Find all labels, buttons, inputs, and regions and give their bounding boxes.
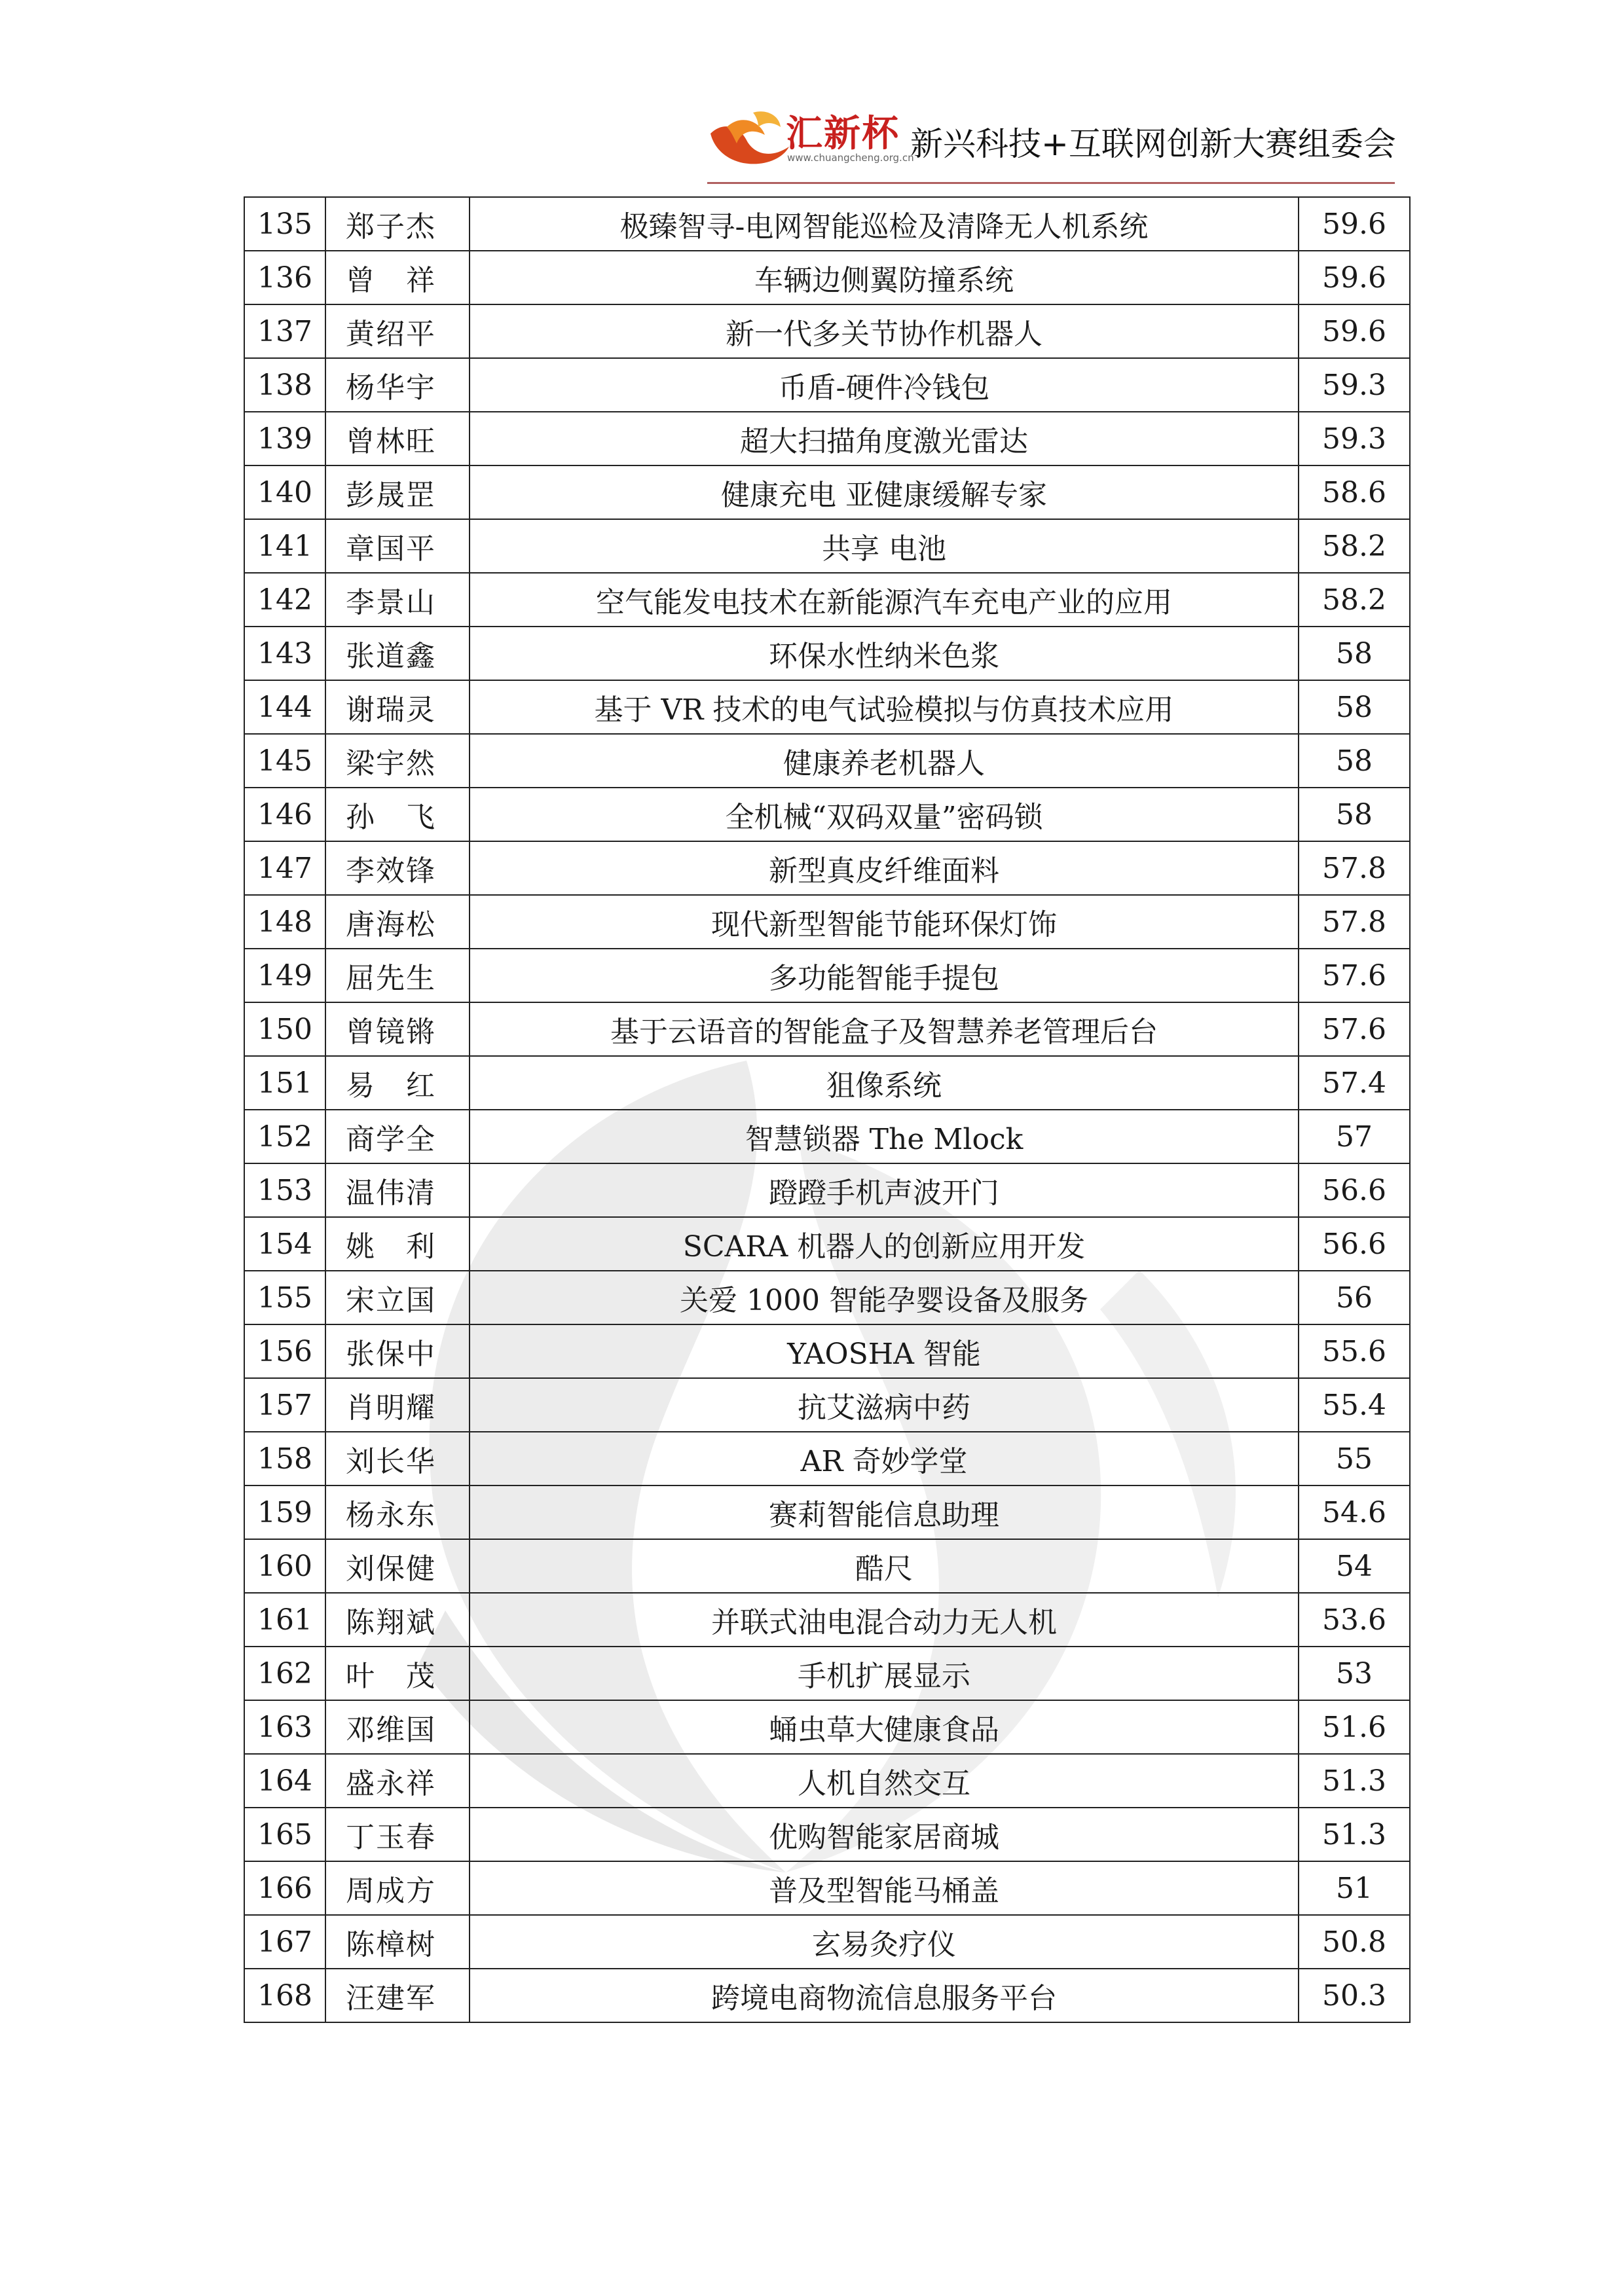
score-value: 51.3 xyxy=(1299,1754,1410,1808)
project-title: 车辆边侧翼防撞系统 xyxy=(470,251,1299,304)
participant-name: 杨华宇 xyxy=(325,358,470,412)
project-title: 蹬蹬手机声波开门 xyxy=(470,1163,1299,1217)
table-row xyxy=(244,1861,1410,1915)
row-number: 141 xyxy=(244,519,325,573)
project-title: 普及型智能马桶盖 xyxy=(470,1861,1299,1915)
committee-title: 新兴科技+互联网创新大赛组委会 xyxy=(910,125,1396,163)
row-number: 162 xyxy=(244,1647,325,1700)
score-value: 57.8 xyxy=(1299,841,1410,895)
participant-name: 彭晟罡 xyxy=(325,465,470,519)
table-row xyxy=(244,1969,1410,2022)
row-number: 146 xyxy=(244,788,325,841)
table-row xyxy=(244,1808,1410,1861)
project-title: 赛莉智能信息助理 xyxy=(470,1485,1299,1539)
row-number: 137 xyxy=(244,304,325,358)
project-title: 基于云语音的智能盒子及智慧养老管理后台 xyxy=(470,1002,1299,1056)
table-row xyxy=(244,680,1410,734)
score-value: 53.6 xyxy=(1299,1593,1410,1647)
row-number: 144 xyxy=(244,680,325,734)
score-value: 51.3 xyxy=(1299,1808,1410,1861)
participant-name: 孙 飞 xyxy=(325,788,470,841)
table-row xyxy=(244,1539,1410,1593)
participant-name: 陈翔斌 xyxy=(325,1593,470,1647)
brand-name: 汇新杯 xyxy=(786,113,900,155)
participant-name: 刘保健 xyxy=(325,1539,470,1593)
project-title: 币盾-硬件冷钱包 xyxy=(470,358,1299,412)
project-title: 优购智能家居商城 xyxy=(470,1808,1299,1861)
project-title: 狙像系统 xyxy=(470,1056,1299,1110)
participant-name: 张道鑫 xyxy=(325,627,470,680)
table-row xyxy=(244,895,1410,949)
participant-name: 章国平 xyxy=(325,519,470,573)
table-row xyxy=(244,1754,1410,1808)
row-number: 153 xyxy=(244,1163,325,1217)
participant-name: 李景山 xyxy=(325,573,470,627)
row-number: 140 xyxy=(244,465,325,519)
project-title: 共享 电池 xyxy=(470,519,1299,573)
score-value: 55 xyxy=(1299,1432,1410,1485)
brand-url: www.chuangcheng.org.cn xyxy=(787,152,914,164)
project-title: 抗艾滋病中药 xyxy=(470,1378,1299,1432)
table-row xyxy=(244,1432,1410,1485)
participant-name: 姚 利 xyxy=(325,1217,470,1271)
project-title: 全机械“双码双量”密码锁 xyxy=(470,788,1299,841)
participant-name: 丁玉春 xyxy=(325,1808,470,1861)
score-value: 57 xyxy=(1299,1110,1410,1163)
score-value: 51.6 xyxy=(1299,1700,1410,1754)
participant-name: 邓维国 xyxy=(325,1700,470,1754)
project-title: 环保水性纳米色浆 xyxy=(470,627,1299,680)
project-title: 基于 VR 技术的电气试验模拟与仿真技术应用 xyxy=(470,680,1299,734)
row-number: 152 xyxy=(244,1110,325,1163)
score-value: 57.4 xyxy=(1299,1056,1410,1110)
project-title: 跨境电商物流信息服务平台 xyxy=(470,1969,1299,2022)
row-number: 157 xyxy=(244,1378,325,1432)
project-title: 人机自然交互 xyxy=(470,1754,1299,1808)
project-title: 健康养老机器人 xyxy=(470,734,1299,788)
table-row xyxy=(244,841,1410,895)
project-title: 新一代多关节协作机器人 xyxy=(470,304,1299,358)
table-row xyxy=(244,1915,1410,1969)
table-row xyxy=(244,1217,1410,1271)
project-title: 蛹虫草大健康食品 xyxy=(470,1700,1299,1754)
row-number: 142 xyxy=(244,573,325,627)
row-number: 135 xyxy=(244,197,325,251)
score-value: 58.2 xyxy=(1299,519,1410,573)
row-number: 147 xyxy=(244,841,325,895)
score-value: 57.6 xyxy=(1299,949,1410,1002)
participant-name: 汪建军 xyxy=(325,1969,470,2022)
project-title: 关爱 1000 智能孕婴设备及服务 xyxy=(470,1271,1299,1324)
participant-name: 温伟清 xyxy=(325,1163,470,1217)
row-number: 148 xyxy=(244,895,325,949)
project-title: 玄易灸疗仪 xyxy=(470,1915,1299,1969)
participant-name: 郑子杰 xyxy=(325,197,470,251)
score-value: 54.6 xyxy=(1299,1485,1410,1539)
participant-name: 肖明耀 xyxy=(325,1378,470,1432)
row-number: 149 xyxy=(244,949,325,1002)
score-value: 59.6 xyxy=(1299,251,1410,304)
participant-name: 梁宇然 xyxy=(325,734,470,788)
table-row xyxy=(244,1002,1410,1056)
table-row xyxy=(244,519,1410,573)
score-value: 54 xyxy=(1299,1539,1410,1593)
project-title: 多功能智能手提包 xyxy=(470,949,1299,1002)
participant-name: 易 红 xyxy=(325,1056,470,1110)
row-number: 165 xyxy=(244,1808,325,1861)
score-value: 59.6 xyxy=(1299,304,1410,358)
row-number: 154 xyxy=(244,1217,325,1271)
table-row xyxy=(244,412,1410,465)
project-title: 酷尺 xyxy=(470,1539,1299,1593)
row-number: 151 xyxy=(244,1056,325,1110)
participant-name: 曾林旺 xyxy=(325,412,470,465)
score-value: 58 xyxy=(1299,627,1410,680)
score-value: 50.3 xyxy=(1299,1969,1410,2022)
row-number: 156 xyxy=(244,1324,325,1378)
table-row xyxy=(244,949,1410,1002)
score-value: 59.3 xyxy=(1299,412,1410,465)
participant-name: 谢瑞灵 xyxy=(325,680,470,734)
row-number: 136 xyxy=(244,251,325,304)
score-value: 59.6 xyxy=(1299,197,1410,251)
project-title: 智慧锁器 The Mlock xyxy=(470,1110,1299,1163)
participant-name: 陈樟树 xyxy=(325,1915,470,1969)
table-row xyxy=(244,1324,1410,1378)
table-row xyxy=(244,251,1410,304)
score-value: 56.6 xyxy=(1299,1217,1410,1271)
participant-name: 商学全 xyxy=(325,1110,470,1163)
row-number: 150 xyxy=(244,1002,325,1056)
table-row xyxy=(244,573,1410,627)
table-row xyxy=(244,465,1410,519)
project-title: 超大扫描角度激光雷达 xyxy=(470,412,1299,465)
project-title: 空气能发电技术在新能源汽车充电产业的应用 xyxy=(470,573,1299,627)
flame-logo-icon xyxy=(707,107,792,166)
participant-name: 宋立国 xyxy=(325,1271,470,1324)
row-number: 163 xyxy=(244,1700,325,1754)
table-row xyxy=(244,1647,1410,1700)
table-row xyxy=(244,1485,1410,1539)
score-value: 56.6 xyxy=(1299,1163,1410,1217)
participant-name: 曾镜锵 xyxy=(325,1002,470,1056)
table-row xyxy=(244,788,1410,841)
participant-name: 叶 茂 xyxy=(325,1647,470,1700)
table-row xyxy=(244,1163,1410,1217)
project-title: SCARA 机器人的创新应用开发 xyxy=(470,1217,1299,1271)
score-value: 59.3 xyxy=(1299,358,1410,412)
table-row xyxy=(244,734,1410,788)
table-row xyxy=(244,627,1410,680)
project-title: 手机扩展显示 xyxy=(470,1647,1299,1700)
score-value: 58.2 xyxy=(1299,573,1410,627)
score-value: 58 xyxy=(1299,734,1410,788)
project-title: 新型真皮纤维面料 xyxy=(470,841,1299,895)
score-value: 57.8 xyxy=(1299,895,1410,949)
participant-name: 屈先生 xyxy=(325,949,470,1002)
score-value: 58 xyxy=(1299,680,1410,734)
row-number: 159 xyxy=(244,1485,325,1539)
participant-name: 杨永东 xyxy=(325,1485,470,1539)
table-row xyxy=(244,1593,1410,1647)
row-number: 139 xyxy=(244,412,325,465)
ranking-table xyxy=(244,196,1411,2023)
row-number: 166 xyxy=(244,1861,325,1915)
table-row xyxy=(244,1378,1410,1432)
participant-name: 李效锋 xyxy=(325,841,470,895)
score-value: 55.6 xyxy=(1299,1324,1410,1378)
table-row xyxy=(244,358,1410,412)
score-value: 50.8 xyxy=(1299,1915,1410,1969)
project-title: AR 奇妙学堂 xyxy=(470,1432,1299,1485)
participant-name: 张保中 xyxy=(325,1324,470,1378)
row-number: 158 xyxy=(244,1432,325,1485)
table-row xyxy=(244,1056,1410,1110)
row-number: 155 xyxy=(244,1271,325,1324)
page-header xyxy=(707,105,1395,177)
row-number: 161 xyxy=(244,1593,325,1647)
score-value: 58.6 xyxy=(1299,465,1410,519)
row-number: 167 xyxy=(244,1915,325,1969)
table-row xyxy=(244,197,1410,251)
table-row xyxy=(244,1110,1410,1163)
project-title: 极臻智寻-电网智能巡检及清降无人机系统 xyxy=(470,197,1299,251)
score-value: 56 xyxy=(1299,1271,1410,1324)
row-number: 168 xyxy=(244,1969,325,2022)
project-title: 并联式油电混合动力无人机 xyxy=(470,1593,1299,1647)
score-value: 57.6 xyxy=(1299,1002,1410,1056)
table-row xyxy=(244,1271,1410,1324)
score-value: 58 xyxy=(1299,788,1410,841)
row-number: 143 xyxy=(244,627,325,680)
row-number: 138 xyxy=(244,358,325,412)
table-row xyxy=(244,304,1410,358)
row-number: 160 xyxy=(244,1539,325,1593)
participant-name: 黄绍平 xyxy=(325,304,470,358)
participant-name: 曾 祥 xyxy=(325,251,470,304)
participant-name: 刘长华 xyxy=(325,1432,470,1485)
project-title: 健康充电 亚健康缓解专家 xyxy=(470,465,1299,519)
score-value: 55.4 xyxy=(1299,1378,1410,1432)
row-number: 145 xyxy=(244,734,325,788)
participant-name: 唐海松 xyxy=(325,895,470,949)
project-title: 现代新型智能节能环保灯饰 xyxy=(470,895,1299,949)
participant-name: 周成方 xyxy=(325,1861,470,1915)
header-divider xyxy=(707,182,1395,184)
project-title: YAOSHA 智能 xyxy=(470,1324,1299,1378)
participant-name: 盛永祥 xyxy=(325,1754,470,1808)
row-number: 164 xyxy=(244,1754,325,1808)
score-value: 51 xyxy=(1299,1861,1410,1915)
score-value: 53 xyxy=(1299,1647,1410,1700)
table-row xyxy=(244,1700,1410,1754)
